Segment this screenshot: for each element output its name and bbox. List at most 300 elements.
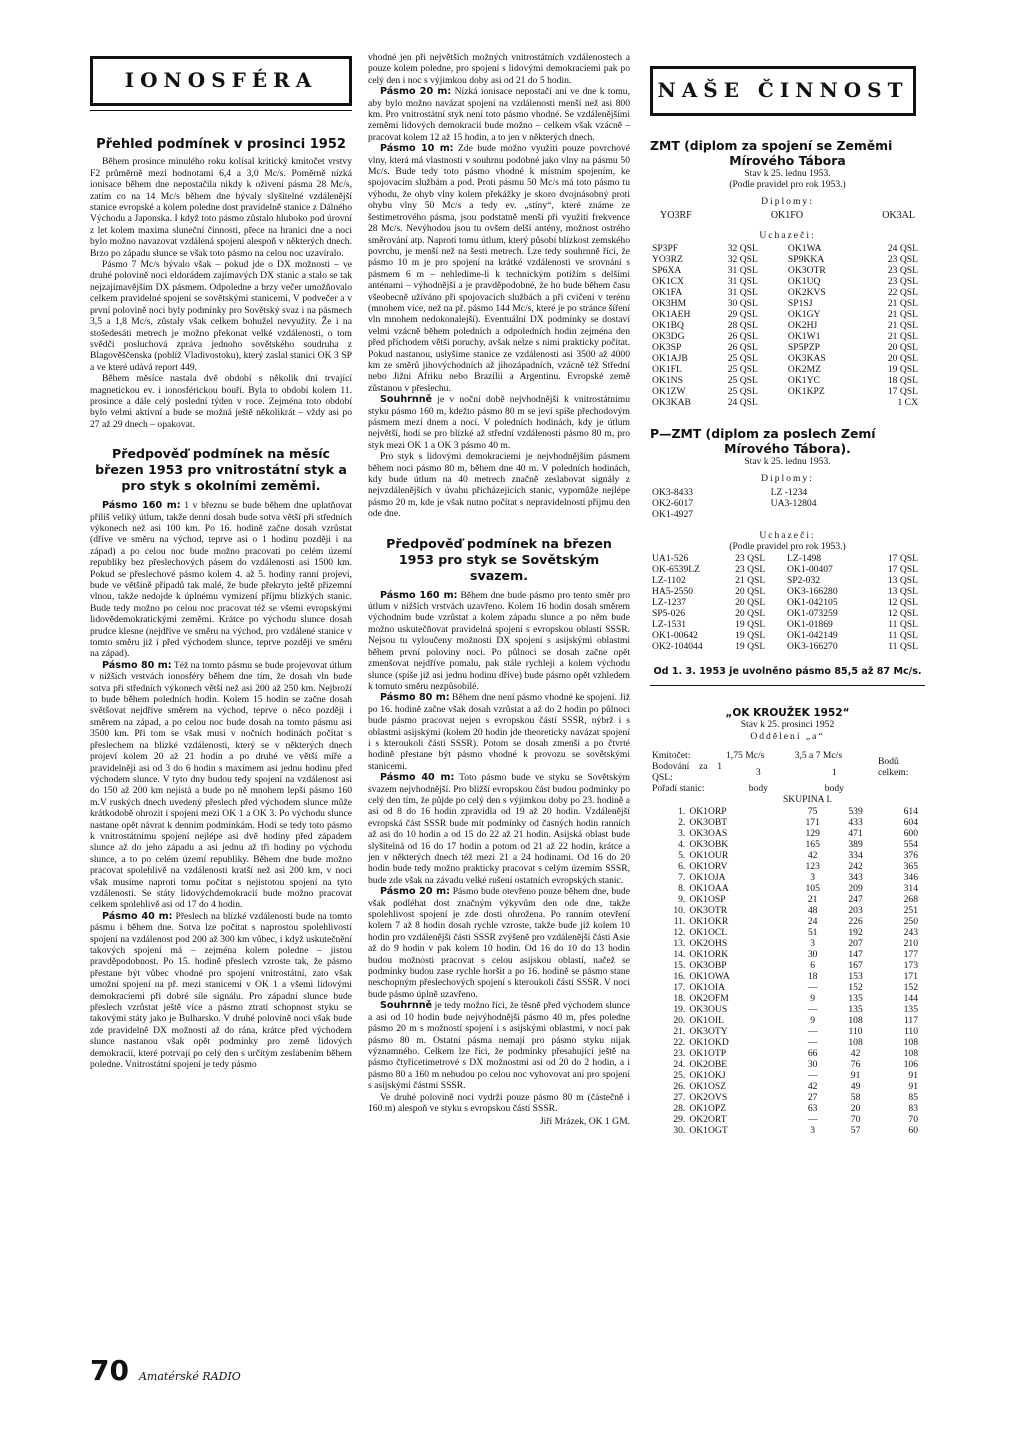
table-row: [650, 806, 920, 817]
table-cell: OK1NS: [652, 375, 683, 387]
table-cell: 85: [908, 1091, 918, 1103]
table-cell: 108: [848, 1036, 863, 1048]
table-cell: 18: [807, 970, 818, 982]
table-cell: 48: [807, 904, 818, 916]
forecast-text: Přeslech na blízké vzdálenosti bude na tomto pásmu i během dne. Sotva lze počítat s naprostou spolehlivostí spojení na vzdálenost pod 200 až 300 km vůbec, i když uskutečnění takových spojení má – zejména kolem poledne – jistou pravděpodobnost. Po 15. hodině přeslech vzroste tak, že pásmo přestane být vůbec vhodné pro spojení vnitrostátní, zato však umožní spojení na př. mezi stanicemi v OK 1 a všemi lidovými demokraciemi při dobré síle signálu. Pro západní slunce bude přeslech vzrůstat ještě více a pásmo ztratí schopnost styku se takovými státy jako je Bulharsko. V druhé polovině noci však bude zde pravidelně DX možností až do rána, krátce před východem slunce nastanou však opět podmínky pro země lidových demokracií, které potrvají po celý den s určitým zeslabením během poledne. Vnitrostátní spojení je tedy pásmo: [90, 910, 353, 1071]
table-cell: UA1-526: [652, 552, 689, 564]
table-cell: OK2KVS: [787, 287, 826, 299]
table-cell: LZ-1102: [652, 574, 686, 586]
table-cell: OK3OBK: [689, 838, 729, 850]
table-cell: OK1OIL: [689, 1014, 724, 1026]
table-cell: OK1UQ: [787, 276, 821, 288]
band-label: Pásmo 40 m:: [102, 910, 173, 922]
table-cell: OK1FA: [652, 287, 683, 299]
forecast-paragraph: [90, 500, 352, 660]
table-cell: 19.: [673, 1003, 686, 1015]
table-cell: 21 QSL: [887, 298, 918, 310]
table-row: [650, 509, 900, 520]
table-cell: OK3SP: [652, 342, 682, 354]
table-cell: 91: [850, 1069, 861, 1081]
table-cell: OK2OBE: [689, 1058, 728, 1070]
band-text: Nízká ionisace nepostačí ani ve dne k tomu, aby bylo možno navázat spojení na vzdálenosti menší než asi 800 km. Pro vnitrostátní styk není toto pásmo vhodné. Se vzdálenějšími zeměmi lidových demokracií bude možno – celkem však vzácně – pracovat kolem 12 až 15 hodin, a to jen v některých dnech.: [368, 86, 630, 143]
table-row: [650, 386, 920, 397]
band-paragraph: [368, 886, 630, 1000]
heading-forecast-march: Předpověď podmínek na měsíc březen 1953 pro vnitrostátní styk a pro styk s okolními zeměmi.: [95, 446, 347, 494]
table-cell: —: [807, 1003, 818, 1015]
band-text: Ve druhé polovině noci vydrží pouze pásmo 80 m (částečně i 160 m) alespoň ve styku s evropskou částí SSSR.: [368, 1091, 630, 1114]
table-cell: OK1OJA: [689, 871, 726, 883]
table-cell: 105: [805, 882, 820, 894]
table-row: [650, 353, 920, 364]
table-cell: 3: [810, 1124, 816, 1136]
table-cell: 129: [805, 827, 820, 839]
pzmt-diplomy-table: [650, 487, 900, 520]
table-cell: OK1OUR: [689, 849, 729, 861]
table-cell: 376: [903, 849, 918, 861]
zmt-date: Stav k 25. lednu 1953.: [744, 168, 831, 179]
table-cell: 23 QSL: [735, 552, 766, 564]
band-label: Pásmo 160 m:: [102, 500, 181, 512]
table-row: [650, 982, 920, 993]
table-cell: OK1-073259: [786, 607, 838, 619]
table-cell: OK3KAS: [787, 353, 826, 365]
table-cell: OK1OIA: [689, 981, 726, 993]
table-cell: 42: [807, 1080, 818, 1092]
table-row: [650, 641, 920, 652]
table-cell: 27: [807, 1091, 818, 1103]
table-cell: 20 QSL: [887, 342, 918, 354]
table-cell: OK3OBT: [689, 816, 728, 828]
table-row: [650, 487, 900, 498]
table-cell: OK1OSP: [689, 893, 726, 905]
table-cell: 7.: [678, 871, 686, 883]
table-row: [650, 1103, 920, 1114]
table-cell: 25 QSL: [727, 364, 758, 376]
table-row: [650, 883, 920, 894]
table-cell: OK1ZW: [652, 386, 686, 398]
table-cell: OK1-01869: [786, 618, 833, 630]
table-row: [650, 839, 920, 850]
section-banner-nase-cinnost: NAŠE ČINNOST: [650, 66, 916, 116]
table-cell: 30 QSL: [727, 298, 758, 310]
table-cell: 13.: [673, 937, 686, 949]
table-cell: 106: [903, 1058, 918, 1070]
table-cell: OK1CX: [652, 276, 684, 288]
table-cell: 2.: [678, 816, 686, 828]
table-cell: 117: [903, 1014, 918, 1026]
pzmt-uchazeci-label: Uchazeči:: [759, 529, 816, 541]
diploma-holder: OK3AL: [882, 210, 915, 222]
table-cell: 5.: [678, 849, 686, 861]
band-paragraph: [368, 772, 630, 886]
table-cell: OK2OHS: [689, 937, 728, 949]
table-row: [650, 993, 920, 1004]
table-cell: LZ-1531: [652, 618, 687, 630]
band-paragraph: [368, 143, 630, 394]
table-cell: 25 QSL: [727, 353, 758, 365]
kruzek-header-table: [650, 750, 920, 794]
band-label: Pásmo 10 m:: [380, 143, 454, 155]
pzmt-diplomy-label: Diplomy:: [761, 473, 814, 485]
table-row: [650, 1004, 920, 1015]
table-cell: OK1-042149: [786, 629, 838, 641]
table-cell: 3: [810, 871, 816, 883]
table-cell: OK3OBP: [689, 959, 727, 971]
table-cell: OK-6539LZ: [652, 563, 700, 575]
table-cell: 20 QSL: [735, 585, 766, 597]
table-cell: 3: [810, 937, 816, 949]
table-cell: OK3-166280: [786, 585, 838, 597]
table-row: [650, 498, 900, 509]
table-row: [650, 894, 920, 905]
table-cell: 12.: [673, 926, 686, 938]
zmt-title: [650, 138, 925, 168]
table-cell: 9.: [678, 893, 686, 905]
table-cell: 32 QSL: [727, 254, 758, 266]
table-cell: 9: [810, 1014, 816, 1026]
table-cell: 147: [848, 948, 863, 960]
table-cell: OK2OFM: [689, 992, 729, 1004]
banner-rule: [90, 110, 352, 111]
table-row: [650, 850, 920, 861]
table-cell: 6.: [678, 860, 686, 872]
band-label: Pásmo 20 m:: [380, 86, 452, 98]
zmt-uchazeci-label: Uchazeči:: [759, 229, 816, 241]
band-label: Pásmo 80 m:: [102, 659, 172, 671]
table-cell: OK1KPZ: [787, 386, 825, 398]
table-cell: OK1OWA: [689, 970, 730, 982]
kmitocet-val2: 3,5 a 7 Mc/s: [794, 750, 843, 762]
table-cell: 250: [903, 915, 918, 927]
left-column: [90, 52, 352, 1070]
band-label: Souhrnně: [380, 394, 433, 406]
table-cell: 19 QSL: [735, 629, 766, 641]
table-row: [650, 1125, 920, 1136]
table-cell: 20.: [673, 1014, 686, 1026]
table-row: [650, 586, 920, 597]
table-cell: 554: [903, 838, 918, 850]
diploma-holder: YO3RF: [660, 210, 692, 222]
table-cell: 15.: [673, 959, 686, 971]
table-cell: OK3OTR: [689, 904, 728, 916]
table-cell: LZ -1234: [770, 486, 808, 498]
table-cell: OK1AEH: [652, 309, 691, 321]
forecast-text: 1 v březnu se bude během dne uplatňovat příliš veliký útlum, takže denní dosah bude sotva větší při středních výkonech než asi 100 km. Po 16. hodině začne dosah vzrůstat (dříve ve směru na východ, teprve asi o 1 hodinu později i na západ) a po celou noc bude možno pracovati po celém území republiky bez přeslechových pásem do vzdálenosti asi 1500 km. Pokud se přeslechové pásmo kolem 4. až 5. hodiny ranní projeví, bude ve většině případů tak malé, že bude překryto ještě přízemní vlnou, takže nedojde k úplnému vymizení příjmu blízkých stanic. Bude tedy možno po celou noc pracovat též se všemi evropskými lidovědemokratickými zeměmi. Krátce po východu slunce dosah prudce klesne (nejdříve ve směru na východ, pro vzdálené stanice v tomto směru již i před východem slunce, teprve později ve směru na západ).: [90, 500, 352, 660]
table-cell: 24.: [673, 1058, 686, 1070]
table-cell: 13 QSL: [887, 574, 918, 586]
table-cell: OK2HJ: [787, 320, 818, 332]
band-text: Zde bude možno využiti pouze povrchové vlny, která má vlastnosti v souhrnu podobné jako vlny na pásmu 50 Mc/s. Bude tedy toto pásmo vhodné k místním spojením, ke spojovacím službám a pod. Proti pásmu 50 Mc/s má toto pásmo tu výhodu, že ohyb vlny kolem překážky je skoro dvojnásobný proti ohybu vlny 50 Mc/s a tedy ev. „stíny“, které známe ze šestimetrového pásma, jsou podstatně menší při využití frekvence 28 Mc/s. Nevýhodou jsou tu ovšem delší antény, možnost ostrého směrování atp. Naproti tomu útlum, který působí blízkost zemského povrchu, je menší než na šesti metrech. Lze tedy souhrnně říci, že pásmo 10 m je pro spojení na krátké vzdálenosti ve srovnání s pásmem 6 m – nehledíme-li k technickým potížím s delšími anténami – výhodnější a je pravděpodobné, že ho bude během času všeobecně užíváno při spojovacích službách a při cvičení v terénu (mnohem více, než na př. pásmo 144 Mc/s, které je po stránce šíření vln mnohem nedokonalejší). Eventuální DX podmínky se dostaví velmi vzácně během poledních a odpoledních hodin zejména den před příchodem větší poruchy, avšak nelze s nimi prakticky počítat. Pokud nastanou, uslyšíme stanice ze vzdálenosti asi 3500 až 4000 km ze směrů jihovýchodních až jihozápadních, vzácně též Střední nebo Jižní Afriku nebo Brazílii a Argentinu. Evropské země zůstanou v přeslechu.: [368, 143, 630, 394]
table-cell: 21 QSL: [735, 574, 766, 586]
table-cell: OK1ORV: [689, 860, 728, 872]
table-cell: 24: [807, 915, 818, 927]
table-cell: 21: [807, 893, 818, 905]
table-cell: 471: [848, 827, 863, 839]
table-cell: —: [807, 981, 818, 993]
table-row: [650, 817, 920, 828]
table-cell: 31 QSL: [727, 265, 758, 277]
band-label: Souhrnně: [380, 1000, 433, 1012]
table-cell: OK2ORT: [689, 1113, 727, 1125]
band-paragraph: [368, 1092, 630, 1115]
table-cell: 30.: [673, 1124, 686, 1136]
table-cell: 365: [903, 860, 918, 872]
table-cell: —: [807, 1113, 818, 1125]
table-cell: 11.: [673, 915, 686, 927]
band-paragraph: [368, 692, 630, 772]
table-cell: 28 QSL: [727, 320, 758, 332]
table-row: [650, 608, 920, 619]
table-cell: OK3OTY: [689, 1025, 728, 1037]
diploma-holder: OK1FO: [770, 210, 804, 222]
table-cell: 24 QSL: [887, 243, 918, 255]
table-cell: 58: [850, 1091, 861, 1103]
table-cell: OK1-4927: [652, 508, 694, 520]
table-cell: 604: [903, 816, 918, 828]
table-cell: OK1GY: [787, 309, 821, 321]
table-cell: 29 QSL: [727, 309, 758, 321]
table-cell: 108: [848, 1014, 863, 1026]
table-cell: 1 CX: [897, 397, 918, 409]
right-column: [650, 52, 925, 1136]
band-text: Pásmo bude otevřeno pouze během dne, bude však podléhat dost značným výkyvům den ode dne, takže spolehlivost spojení je zde dosti ohrožena. Po ranním otevření kolem 7 až 8 hodin dosah rychle vzroste, takže bude již kolem 10 hodin pro vzdálenější části SSSR zvýšeně pro vzdálenější části Asie až do 9 hodin v pak kolem 10 hodin. Od 16 do 10 do 13 hodin budou možnosti pracovat s celou asijskou oblastí, načež se podmínky budou zase rychle horšit a po 16. hodině se pásmo stane neschopným přeslechových spojení s kteroukoli částí SSSR. V noci bude pásmo úplně uzavřeno.: [368, 886, 630, 1000]
table-cell: 17.: [673, 981, 686, 993]
table-row: [650, 298, 920, 309]
table-cell: 243: [903, 926, 918, 938]
table-cell: OK1OSZ: [689, 1080, 727, 1092]
table-cell: OK1-00407: [786, 563, 833, 575]
table-row: [650, 1059, 920, 1070]
table-cell: 539: [848, 805, 863, 817]
paragraph: Pásmo 7 Mc/s bývalo však – pokud jde o DX možnosti – ve druhé polovině noci eldorádem zajímavých DX stanic a stalo se tak nejzajímavějším DX pásmem. Odpoledne a brzy večer umožňovalo celkem pravidelné spojení se sovětskými stanicemi, V podvečer a v první polovině noci byly podmínky pro Sovětský svaz i na pásmech 3,5 a 1,8 Mc/s, zůstaly však celkem bohužel nevyužity. Že i na stošedesáti metrech je možno překonat velké vzdálenosti, o tom svědčí posluchová zpráva jednoho sovětského soudruha z Blagověščenska (poblíž Vladivostoku), který zaslal stanici OK 3 SP a ve které udává report 449.: [90, 259, 352, 373]
table-cell: OK2-6017: [652, 497, 694, 509]
pzmt-title-line2: Mírového Tábora).: [724, 441, 851, 457]
table-cell: OK1ORP: [689, 805, 727, 817]
table-row: [650, 597, 920, 608]
table-cell: 26 QSL: [727, 331, 758, 343]
table-cell: 91: [908, 1080, 918, 1092]
table-cell: 167: [848, 959, 863, 971]
table-row: [650, 375, 920, 386]
forecast-paragraph: [90, 660, 352, 911]
table-cell: 192: [848, 926, 863, 938]
band-text: Pro styk s lidovými demokraciemi je nejvhodnějším pásmem během noci pásmo 80 m, během dne 40 m. V poledních hodinách, kdy bude útlum na 40 metrech značně zeslabovat signály z nejvzdálenějších v úvahu přicházejících stanic, vypomůže nejlépe pásmo 20 m, kde je však nutno počítat s nepravidelností příjmu den ode dne.: [368, 451, 630, 520]
table-cell: OK1AJB: [652, 353, 688, 365]
page-number: 70: [90, 1354, 129, 1387]
band-text: Toto pásmo bude ve styku se Sovětským svazem nejvhodnější. Pro bližší evropskou část budou podmínky po celý den tím, že půjde po celý den s výjimkou doby po 23. hodině a asi od 8 do 16 hodin zpravidla od 19 až 20 hodin. Vzdálenější evropská část SSSR bude mít podmínky od časných hodin ranních až asi do 10 hodin a od 15 do 22 až 21 hodin. Asijská oblast bude slyšitelná od 16 do 17 hodin a potom od 21 až 22 hodin, krátce a jen v některých dnech též mezi 21 a 24 hodinami. Od 16 do 20 hodin bude tedy možno prakticky pracovat s celým územím SSSR, bude zde však na závadu velké rušení ostatních evropských stanic.: [368, 772, 630, 886]
skupina-label: SKUPINA I.: [782, 794, 833, 806]
middle-column: [368, 52, 630, 1128]
table-row: [650, 1037, 920, 1048]
table-cell: 135: [848, 992, 863, 1004]
table-cell: 242: [848, 860, 863, 872]
table-cell: 57: [850, 1124, 861, 1136]
kruzek-date: Stav k 25. prosinci 1952: [740, 719, 835, 731]
table-row: [650, 1081, 920, 1092]
band-text: Během dne není pásmo vhodné ke spojení. Již po 16. hodině začne však dosah vzrůstat a až do 2 hodin po půlnoci bude pásmo pracovat nejen s evropskou částí SSSR, nýbrž i s oblastmi asijskými (kolem 20 hodin jde theoreticky navázat spojení i s kteroukoli částí SSSR). Potom se dosah zmenší a po čtvrté hodině přestane být pásmo vhodné k provozu se sovětskými stanicemi.: [368, 692, 630, 772]
table-cell: OK3OTR: [787, 265, 826, 277]
table-row: [650, 397, 920, 408]
pzmt-title: [650, 426, 925, 456]
table-cell: 1.: [678, 805, 686, 817]
table-row: [650, 971, 920, 982]
page-footer: [90, 1354, 241, 1387]
table-cell: 209: [848, 882, 863, 894]
table-cell: LZ-1237: [652, 596, 687, 608]
table-row: [650, 905, 920, 916]
table-cell: 29.: [673, 1113, 686, 1125]
table-cell: SP9KKA: [787, 254, 825, 266]
table-cell: 42: [850, 1047, 861, 1059]
table-cell: SP3PF: [652, 243, 679, 255]
table-cell: 27.: [673, 1091, 686, 1103]
table-cell: 83: [908, 1102, 918, 1114]
table-cell: 334: [848, 849, 863, 861]
forecast-paragraph: [90, 911, 352, 1071]
table-cell: 26.: [673, 1080, 686, 1092]
band-paragraph: [368, 451, 630, 519]
zmt-title-line2: Mírového Tábora: [729, 153, 846, 168]
table-cell: OK1ORK: [689, 948, 729, 960]
table-cell: 247: [848, 893, 863, 905]
band-paragraph: [368, 1000, 630, 1091]
table-cell: 19 QSL: [735, 640, 766, 652]
table-cell: OK3HM: [652, 298, 687, 310]
table-cell: 11 QSL: [888, 618, 918, 630]
table-cell: OK1OAA: [689, 882, 729, 894]
table-cell: 25.: [673, 1069, 686, 1081]
table-cell: 31 QSL: [727, 276, 758, 288]
table-cell: 177: [903, 948, 918, 960]
table-cell: 21.: [673, 1025, 686, 1037]
table-cell: OK1BQ: [652, 320, 684, 332]
table-cell: OK1-00642: [652, 629, 698, 641]
table-cell: 110: [848, 1025, 863, 1037]
heading-december-overview: Přehled podmínek v prosinci 1952: [96, 137, 346, 152]
band-paragraph: [368, 86, 630, 143]
table-cell: OK1OKR: [689, 915, 729, 927]
table-cell: 23 QSL: [887, 276, 918, 288]
table-cell: OK1OKJ: [689, 1069, 726, 1081]
table-cell: 4.: [678, 838, 686, 850]
table-cell: 8.: [678, 882, 686, 894]
table-row: [650, 1092, 920, 1103]
table-cell: OK3-166270: [786, 640, 838, 652]
heading-forecast-ussr: Předpověď podmínek na březen 1953 pro styk se Sovětským svazem.: [386, 535, 612, 583]
kmitocet-label: Kmitočet:: [652, 750, 691, 762]
table-cell: 25 QSL: [727, 375, 758, 387]
table-cell: 144: [903, 992, 918, 1004]
table-row: [650, 1015, 920, 1026]
table-row: [650, 960, 920, 971]
table-cell: OK3-8433: [652, 486, 694, 498]
table-cell: —: [807, 1036, 818, 1048]
table-cell: 171: [805, 816, 820, 828]
table-cell: 12 QSL: [887, 596, 918, 608]
zmt-diplomy-label: Diplomy:: [761, 195, 814, 207]
bod-val1: 3: [755, 766, 761, 778]
table-cell: OK2OVS: [689, 1091, 728, 1103]
poradi-label: Pořadí stanic:: [652, 783, 705, 795]
table-cell: OK1W1: [787, 331, 821, 343]
table-cell: 21 QSL: [887, 320, 918, 332]
band-text: je v noční době nejvhodnější k vnitrostátnímu styku pásmo 160 m, kdežto pásmo 80 m se jeví spíše přechodovým pásmem mezi dnem a nocí. V poledních hodinách, kdy je útlum největší, hodí se pro blízké až střední vzdálenosti pásmo 80 m, pro styk mezi OK 1 a OK 3 pásmo 40 m.: [368, 394, 631, 451]
table-cell: 63: [807, 1102, 818, 1114]
table-cell: 91: [908, 1069, 918, 1081]
table-cell: 66: [807, 1047, 818, 1059]
table-cell: 11 QSL: [888, 629, 918, 641]
table-cell: 32 QSL: [727, 243, 758, 255]
band-label: Pásmo 160 m:: [380, 589, 458, 601]
table-row: [650, 276, 920, 287]
table-cell: UA3-12804: [770, 497, 817, 509]
table-cell: —: [807, 1069, 818, 1081]
table-cell: 19 QSL: [887, 364, 918, 376]
forecast-text: Též na tomto pásmu se bude projevovat útlum v nižších vrstvách ionosféry během dne tím, že dosah vln bude sotva při středních výkonech větší než asi 200 až 250 km. Nejbroží to bude během poledních hodin. Kolem 15 hodin se začne dosah světšovat nejdříve směrem na východ, teprve o něco později i směrem na západ, a po celou noc bude dosah na tomto pásmu asi 3500 km. Při tom se však musí v nočních hodinách počítat s přeslechem na blízké vzdálenosti, který se v některých dnech projeví kolem 20 až 21 hodin a po druhé ve větší míře a pravidelněji asi od 3 do 6 hodin s maximem asi jednu hodinu před východem slunce. V tyto dny budou tedy spojení na vzdálenost asi do 150 až 200 km nejistá a bude po ně mnohem lepší pásmo 160 m.V ruských dnech uvedený přeslech před východem slunce může krátkodobě ohrozit i spojení mezi OK 1 a OK 3. Po východu slunce nastane opět návrat k denním podmínkám. Hodí se tedy toto pásmo k vnitrostátnímu spojení nejlépe asi dvě hodiny před západem slunce až do jeho západu a asi jednu až tři hodiny po východu slunce, a to po celém území republiky. Během dne bude možno pracovat spolehlivě na vzdálenosti kratší než asi 200 km, v noci však musíme naproti tomu počítat s nejistotou spojení na tyto vzdálenosti. Se státy lidovýchdemokracií bude možno pracovat celkem spolehlivě asi od 17 do 4 hodin.: [90, 659, 352, 911]
table-cell: 9: [810, 992, 816, 1004]
table-cell: [769, 509, 900, 520]
pzmt-candidates-table: [650, 553, 920, 652]
table-cell: 14.: [673, 948, 686, 960]
table-cell: 135: [903, 1003, 918, 1015]
body-word: body: [748, 783, 768, 795]
kruzek-ranking-table: [650, 806, 920, 1136]
table-row: [650, 619, 920, 630]
band-release-notice: Od 1. 3. 1953 je uvolněno pásmo 85,5 až 87 Mc/s.: [653, 665, 922, 677]
table-row: [650, 575, 920, 586]
divider: [650, 685, 925, 686]
table-row: [650, 872, 920, 883]
table-row: [650, 949, 920, 960]
table-cell: 6: [810, 959, 816, 971]
table-cell: 153: [848, 970, 863, 982]
table-cell: 20 QSL: [735, 596, 766, 608]
band-text: Během dne bude pásmo pro tento směr pro útlum v nižších vrstvách uzavřeno. Kolem 16 hodin dosah směrem východním bude vzrůstat a kolem západu slunce a po něm bude možno uskutečňovat pravidelná spojení s evropskou oblastí SSSR. Nejsou tu vyloučeny možnosti DX spojení s asijskými oblastmi během první poloviny noci. Po půlnoci se dosah začne opět zmenšovat nejdříve pomalu, pak stále rychleji a kolem východu slunce (spíše již asi jednu hodinu dříve) bude pásmo opět vzhledem k tomuto směru nezpůsobilé.: [368, 589, 630, 692]
table-cell: 51: [807, 926, 818, 938]
table-cell: SP2-032: [786, 574, 821, 586]
table-cell: 12 QSL: [887, 607, 918, 619]
table-cell: 152: [903, 981, 918, 993]
table-cell: OK1OPZ: [689, 1102, 727, 1114]
kmitocet-val1: 1,75 Mc/s: [726, 750, 765, 762]
table-cell: 207: [848, 937, 863, 949]
table-row: [650, 861, 920, 872]
table-cell: 3.: [678, 827, 686, 839]
table-cell: 23 QSL: [887, 265, 918, 277]
table-cell: OK1OGT: [689, 1124, 728, 1136]
table-cell: 314: [903, 882, 918, 894]
table-cell: 24 QSL: [727, 397, 758, 409]
band-paragraph: [368, 394, 630, 451]
pzmt-date: Stav k 25. lednu 1953.: [744, 456, 831, 468]
table-cell: 31 QSL: [727, 287, 758, 299]
table-cell: 21 QSL: [887, 309, 918, 321]
table-cell: OK1YC: [787, 375, 820, 387]
table-cell: 108: [903, 1036, 918, 1048]
pzmt-rules: (Podle pravidel pro rok 1953.): [729, 541, 846, 553]
table-cell: 18.: [673, 992, 686, 1004]
bodovani-label: Bodování za 1 QSL:: [652, 761, 722, 784]
table-row: [650, 364, 920, 375]
section-banner-ionosfera: IONOSFÉRA: [90, 56, 352, 106]
table-row: [650, 1114, 920, 1125]
table-cell: OK1OKD: [689, 1036, 729, 1048]
table-cell: 22.: [673, 1036, 686, 1048]
table-cell: 614: [903, 805, 918, 817]
table-cell: 20 QSL: [887, 353, 918, 365]
table-cell: 60: [908, 1124, 918, 1136]
table-cell: —: [807, 1025, 818, 1037]
